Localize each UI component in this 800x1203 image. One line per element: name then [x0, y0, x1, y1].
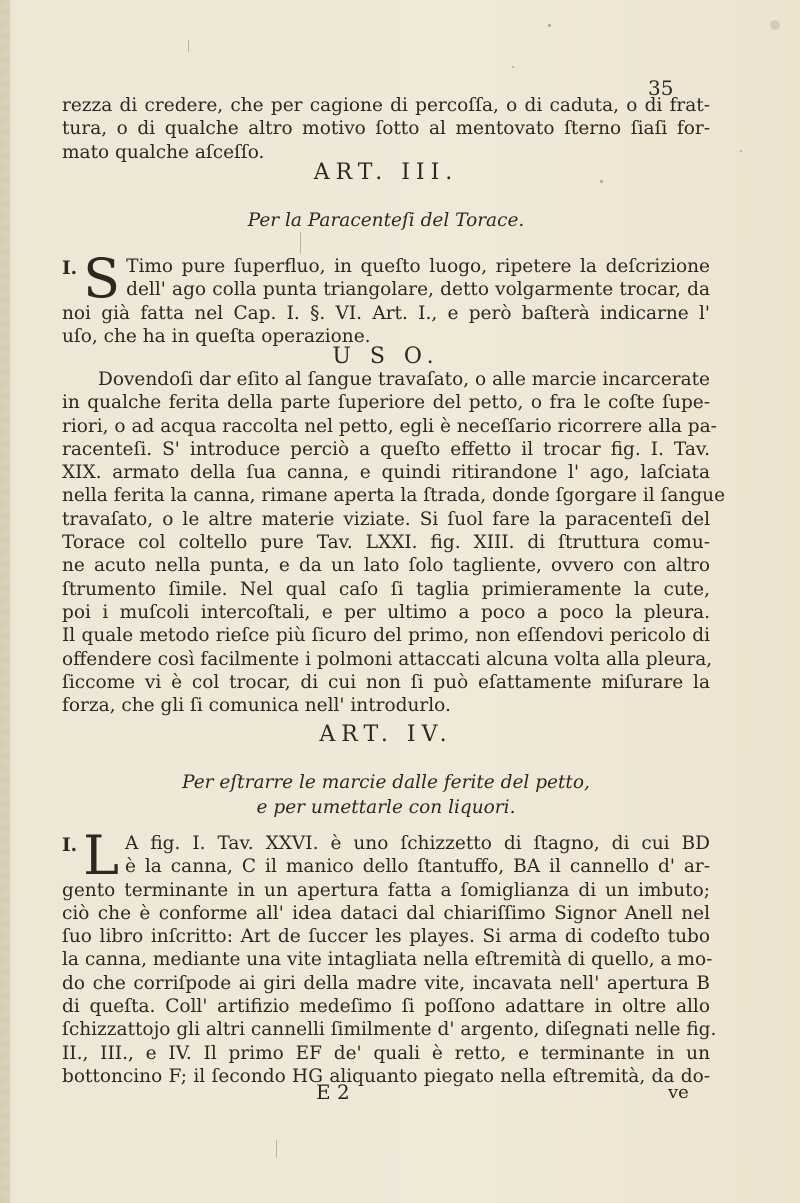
paper-speck — [770, 20, 780, 30]
paper-speck — [512, 66, 514, 68]
page-gutter — [0, 0, 10, 1203]
drop-cap: S — [83, 255, 121, 302]
text-line: II., III., e IV. Il primo EF de' quali è retto, e terminante in un — [62, 1042, 710, 1064]
paper-speck — [740, 150, 742, 152]
text-line: uſo, che ha in queſta operazione. — [62, 325, 371, 347]
text-line: Timo pure ſuperfluo, in queſto luogo, ripetere la deſcrizione — [126, 256, 710, 277]
text-line: ſtrumento ſimile. Nel qual caſo ſi taglia primieramente la cute, — [62, 578, 710, 600]
catchword: ve — [668, 1082, 689, 1103]
paragraph-marker: I. — [62, 835, 78, 856]
article-subtitle — [62, 770, 710, 820]
drop-cap: L — [83, 832, 119, 879]
paragraph-marker: I. — [62, 258, 78, 279]
intro-paragraph — [62, 94, 710, 164]
text-line: do che corriſpode ai giri della madre vite, incavata nell' apertura B — [62, 972, 710, 994]
paper-scratch — [300, 232, 301, 254]
uso-paragraph — [62, 368, 726, 717]
text-line: ſiccome vi è col trocar, di cui non ſi può eſattamente miſurare la — [62, 671, 710, 693]
text-line: noi già fatta nel Cap. I. §. VI. Art. I., e però baſterà indicarne l' — [62, 302, 710, 324]
text-line: Torace col coltello pure Tav. LXXI. fig. XIII. di ſtruttura comu- — [62, 532, 710, 554]
text-line: Dovendoſi dar eſito al ſangue travaſato, o alle marcie incarcerate — [98, 369, 710, 390]
text-line: bottoncino F; il ſecondo HG aliquanto piegato nella eſtremità, da do- — [62, 1065, 710, 1087]
article-heading: ART. III. — [313, 160, 459, 185]
text-line: nella ferita la canna, rimane aperta la ſtrada, donde ſgorgare il ſangue — [62, 485, 726, 507]
text-line: forza, che gli ſi comunica nell' introdurlo. — [62, 695, 451, 717]
paper-scratch — [188, 40, 189, 52]
article-paragraph — [62, 832, 717, 1088]
page-number: 35 — [648, 76, 674, 100]
text-line: Il quale metodo rieſce più ſicuro del primo, non eſſendovi pericolo di — [62, 625, 710, 647]
text-line: di queſta. Coll' artifizio medeſimo ſi poſſono adattare in oltre allo — [62, 996, 710, 1018]
text-line: la canna, mediante una vite intagliata nella eſtremità di quello, a mo- — [62, 949, 713, 971]
paper-speck — [548, 24, 551, 27]
section-heading: U S O. — [332, 344, 440, 369]
paper-scratch — [276, 1140, 277, 1158]
article-paragraph — [62, 255, 710, 348]
text-line: offendere così facilmente i polmoni attaccati alcuna volta alla pleura, — [62, 648, 713, 670]
text-line: ne acuto nella punta, e da un lato ſolo tagliente, ovvero con altro — [62, 555, 710, 577]
article-subtitle: Per la Paracenteſi del Torace. — [247, 210, 525, 231]
text-line: poi i muſcoli intercoſtali, e per ultimo a poco a poco la pleura. — [62, 601, 710, 623]
text-line: è la canna, C il manico dello ſtantuffo, BA il cannello d' ar- — [124, 856, 710, 878]
text-line: ſchizzattojo gli altri cannelli ſimilmente d' argento, diſegnati nelle fig. — [62, 1019, 717, 1041]
text-line: gento terminante in un apertura fatta a ſomiglianza di un imbuto; — [62, 879, 710, 901]
text-line: racenteſi. S' introduce perciò a queſto effetto il trocar fig. I. Tav. — [62, 438, 710, 460]
text-line: mato qualche aſceſſo. — [62, 141, 265, 163]
text-line: in qualche ferita della parte ſuperiore del petto, o fra le coſte ſupe- — [62, 392, 710, 414]
subtitle-line: Per eſtrarre le marcie dalle ferite del petto, — [182, 772, 590, 793]
article-heading: ART. IV. — [319, 722, 453, 747]
subtitle-line: e per umettarle con liquori. — [256, 797, 516, 818]
text-line: XIX. armato della ſua canna, e quindi ritirandone l' ago, laſciata — [62, 462, 710, 484]
text-line: tura, o di qualche altro motivo ſotto al mentovato ſterno ſiaſi for- — [62, 118, 710, 140]
text-line: ſuo libro inſcritto: Art de ſuccer les playes. Si arma di codeſto tubo — [62, 926, 710, 948]
text-line: A fig. I. Tav. XXVI. è uno ſchizzetto di ſtagno, di cui BD — [124, 833, 710, 854]
text-line: ciò che è conforme all' idea dataci dal chiariſſimo Signor Anell nel — [62, 902, 710, 924]
text-line: riori, o ad acqua raccolta nel petto, egli è neceſſario ricorrere alla pa- — [62, 415, 717, 437]
text-line: travaſato, o le altre materie viziate. Si ſuol fare la paracenteſi del — [62, 508, 710, 530]
text-line: dell' ago colla punta triangolare, detto volgarmente trocar, da — [126, 279, 710, 301]
text-line: rezza di credere, che per cagione di percoſſa, o di caduta, o di frat- — [62, 95, 710, 116]
signature-mark: E 2 — [316, 1080, 350, 1104]
